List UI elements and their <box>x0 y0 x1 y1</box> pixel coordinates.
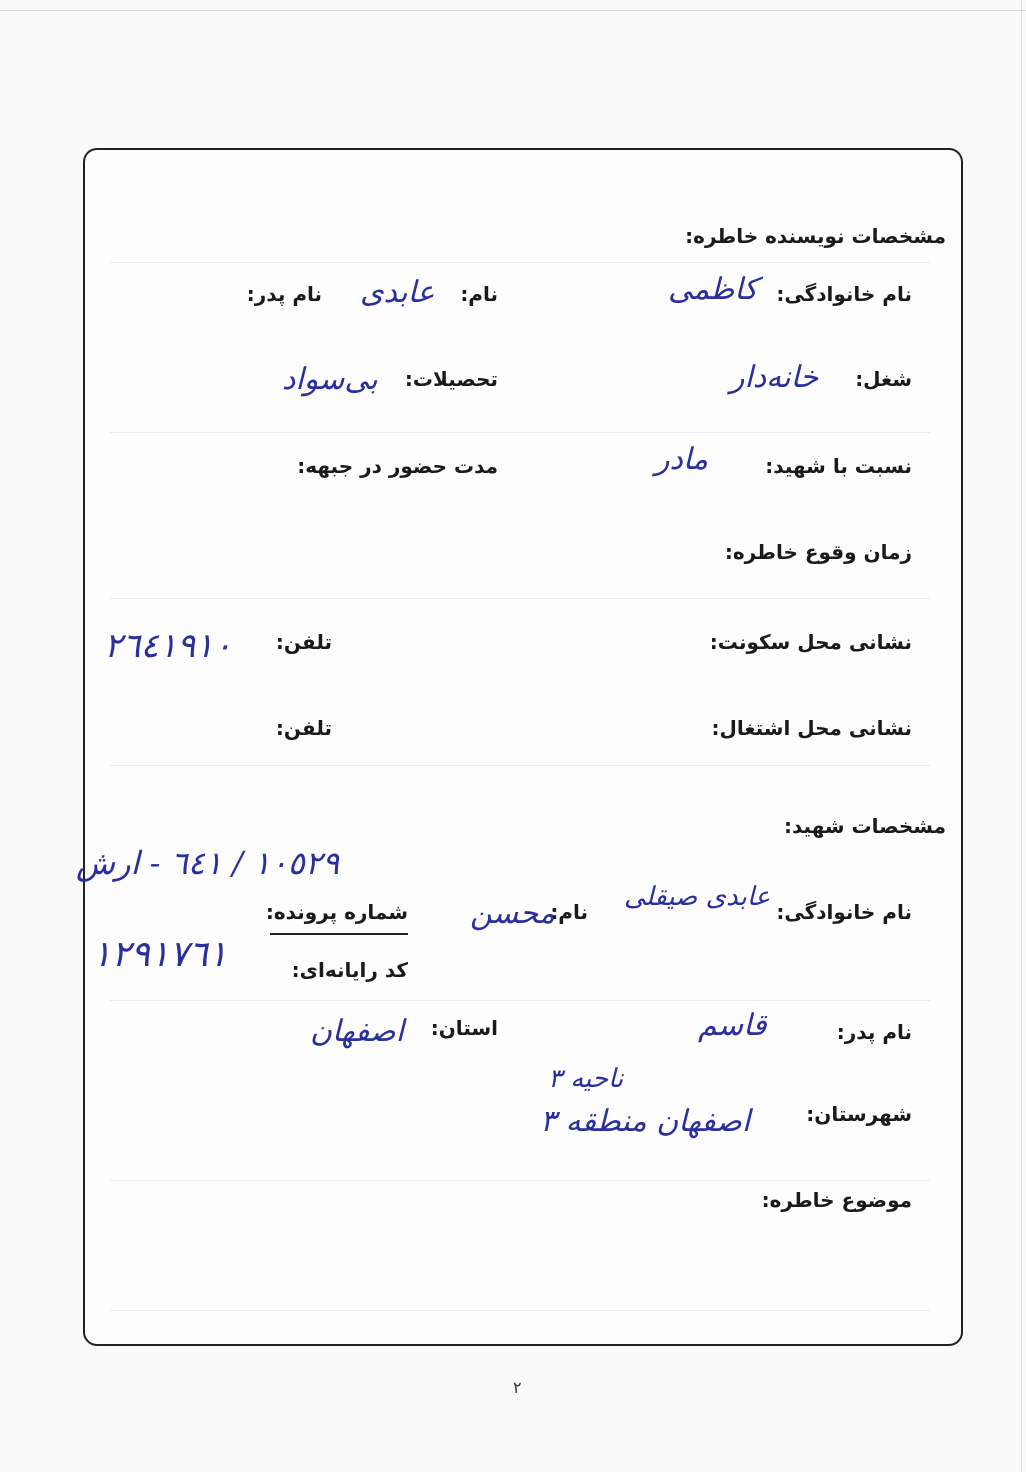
bleed-through-line <box>110 598 930 599</box>
writer-father-name-label: نام پدر: <box>246 282 322 306</box>
martyr-city-label: شهرستان: <box>806 1102 912 1126</box>
writer-first-name-label: نام: <box>460 282 498 306</box>
martyr-file-number-value: ١٠٥٢٩ / ٦٤١ - ارش <box>76 844 340 882</box>
writer-work-address-label: نشانی محل اشتغال: <box>711 716 912 740</box>
martyr-first-name-value: محسن <box>470 896 556 931</box>
writer-family-name-label: نام خانوادگی: <box>776 282 912 306</box>
martyr-computer-code-value: ١٢٩١٧٦١ <box>92 934 228 975</box>
writer-relation-value: مادر <box>655 442 709 477</box>
page-edge-right <box>1021 0 1022 1472</box>
form-frame <box>83 148 963 1346</box>
writer-occupation-label: شغل: <box>855 367 912 391</box>
martyr-computer-code-label: کد رایانه‌ای: <box>291 958 408 982</box>
martyr-province-value: اصفهان <box>310 1014 404 1049</box>
writer-section-title: مشخصات نویسنده خاطره: <box>685 224 946 248</box>
writer-family-name-value: کاظمی <box>668 272 758 307</box>
bleed-through-line <box>110 1180 930 1181</box>
martyr-city-note: ناحیه ۳ <box>548 1064 624 1094</box>
writer-event-time-label: زمان وقوع خاطره: <box>724 540 912 564</box>
page-number: ٢ <box>513 1378 522 1397</box>
martyr-family-name-label: نام خانوادگی: <box>776 900 912 924</box>
bleed-through-line <box>110 765 930 766</box>
bleed-through-line <box>110 262 930 263</box>
martyr-province-label: استان: <box>430 1016 498 1040</box>
page-edge <box>0 10 1026 11</box>
bleed-through-line <box>110 1310 930 1311</box>
writer-home-phone-value: ٢٦٤١٩١٠ <box>104 626 232 666</box>
martyr-family-name-value: عابدی صیقلی <box>624 882 771 912</box>
martyr-city-value: اصفهان منطقه ۳ <box>540 1104 751 1139</box>
writer-first-name-value: عابدی <box>360 275 435 310</box>
bleed-through-line <box>110 432 930 433</box>
martyr-father-name-label: نام پدر: <box>836 1020 912 1044</box>
martyr-file-number-label: شماره پرونده: <box>265 900 408 924</box>
writer-home-address-label: نشانی محل سکونت: <box>709 630 912 654</box>
writer-occupation-value: خانه‌دار <box>730 360 819 395</box>
martyr-memory-subject-label: موضوع خاطره: <box>761 1188 912 1212</box>
writer-work-phone-label: تلفن: <box>275 716 332 740</box>
writer-home-phone-label: تلفن: <box>275 630 332 654</box>
martyr-first-name-label: نام: <box>550 900 588 924</box>
writer-relation-label: نسبت با شهید: <box>765 454 912 478</box>
file-number-underline <box>270 933 408 935</box>
writer-front-duration-label: مدت حضور در جبهه: <box>297 454 498 478</box>
martyr-father-name-value: قاسم <box>698 1008 767 1043</box>
writer-education-value: بی‌سواد <box>282 362 378 397</box>
writer-education-label: تحصیلات: <box>404 367 498 391</box>
bleed-through-line <box>110 1000 930 1001</box>
martyr-section-title: مشخصات شهید: <box>783 814 946 838</box>
